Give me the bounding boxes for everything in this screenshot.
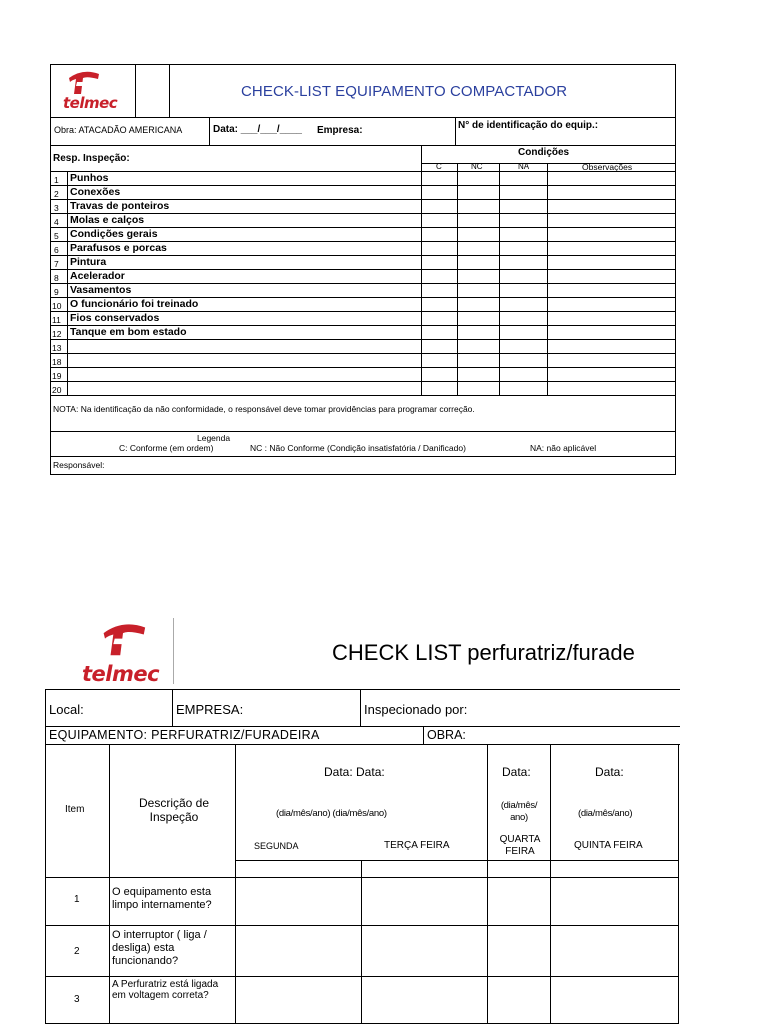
row-number: 2 <box>74 946 80 957</box>
row-label: Vasamentos <box>70 284 132 296</box>
empresa-label: EMPRESA: <box>176 702 244 717</box>
row-number: 7 <box>54 259 59 269</box>
row-number: 2 <box>54 189 59 199</box>
row-label: O funcionário foi treinado <box>70 298 199 310</box>
responsavel-label: Responsável: <box>53 460 105 470</box>
col-date-format: (dia/mês/ano) (dia/mês/ano) <box>276 808 387 819</box>
local-label: Local: <box>49 702 84 717</box>
obra-label: Obra: ATACADÃO AMERICANA <box>54 125 183 135</box>
data-field[interactable]: Data: ___/___/____ <box>213 124 302 135</box>
row-label: Travas de ponteiros <box>70 200 170 212</box>
row-number: 5 <box>54 231 59 241</box>
empresa-label: Empresa: <box>317 125 363 136</box>
row-number: 1 <box>54 175 59 185</box>
inspecionado-label: Inspecionado por: <box>364 702 468 717</box>
col-na-header: NA <box>518 162 530 171</box>
col-date-format: (dia/mês/ ano) <box>500 800 538 823</box>
row-number: 1 <box>74 894 80 905</box>
row-number: 10 <box>52 301 62 311</box>
col-quinta: QUINTA FEIRA <box>574 840 643 851</box>
row-number: 6 <box>54 245 59 255</box>
col-quarta: QUARTA FEIRA <box>499 834 541 857</box>
col-data3-header: Data: <box>502 765 531 779</box>
telmec-logo-text: telmec <box>63 94 118 112</box>
legenda-label: Legenda <box>197 433 231 443</box>
col-obs-header: Observações <box>582 162 633 172</box>
row-number: 3 <box>54 203 59 213</box>
row-label: Parafusos e porcas <box>70 242 167 254</box>
form-title: CHECK-LIST EQUIPAMENTO COMPACTADOR <box>241 83 568 100</box>
form-title: CHECK LIST perfuratriz/furade <box>332 640 635 665</box>
row-number: 8 <box>54 273 59 283</box>
row-number: 13 <box>52 343 62 353</box>
row-number: 3 <box>74 994 80 1005</box>
row-number: 11 <box>52 315 61 325</box>
id-equip-label: N° de identificação do equip.: <box>458 120 599 131</box>
col-data4-header: Data: <box>595 765 624 779</box>
row-number: 12 <box>52 329 62 339</box>
checklist-perfuratriz-form <box>40 616 680 1024</box>
col-item-header: Item <box>65 804 85 815</box>
col-c-header: C <box>436 162 442 171</box>
row-label: Pintura <box>70 256 107 268</box>
col-nc-header: NC <box>471 162 483 171</box>
legend-nc: NC : Não Conforme (Condição insatisfatória / Danificado) <box>250 443 466 453</box>
obra-label: OBRA: <box>427 728 466 742</box>
row-number: 9 <box>54 287 59 297</box>
checklist-compactador-form <box>50 64 676 475</box>
row-description: A Perfuratriz está ligada em voltagem correta? <box>112 979 219 1001</box>
row-number: 20 <box>52 385 62 395</box>
row-number: 19 <box>52 371 62 381</box>
row-label: Conexões <box>70 186 121 198</box>
col-data-header: Data: Data: <box>324 765 385 779</box>
row-description: O interruptor ( liga / desliga) esta funcionando? <box>112 929 207 967</box>
legend-c: C: Conforme (em ordem) <box>119 443 214 453</box>
telmec-logo-text: telmec <box>82 662 160 686</box>
row-label: Condições gerais <box>70 228 158 240</box>
equipamento-label: EQUIPAMENTO: PERFURATRIZ/FURADEIRA <box>49 728 320 742</box>
resp-inspecao-label: Resp. Inspeção: <box>53 153 130 164</box>
row-label: Acelerador <box>70 270 125 282</box>
legend-na: NA: não aplicável <box>530 443 597 453</box>
row-label: Molas e calços <box>70 214 145 226</box>
row-label: Fios conservados <box>70 312 160 324</box>
col-terca: TERÇA FEIRA <box>384 840 450 851</box>
col-desc-header: Descrição de Inspeção <box>138 796 210 824</box>
col-date-format: (dia/mês/ano) <box>578 808 633 819</box>
row-number: 4 <box>54 217 59 227</box>
telmec-logo-icon <box>65 70 101 96</box>
col-segunda: SEGUNDA <box>254 841 299 851</box>
nota-text: NOTA: Na identificação da não conformidade, o responsável deve tomar providências para programar correção. <box>53 404 475 414</box>
row-description: O equipamento esta limpo internamente? <box>112 886 212 911</box>
row-label: Punhos <box>70 172 109 184</box>
condicoes-header: Condições <box>518 147 570 158</box>
row-label: Tanque em bom estado <box>70 326 187 338</box>
telmec-logo-icon <box>98 622 148 658</box>
row-number: 18 <box>52 357 62 367</box>
